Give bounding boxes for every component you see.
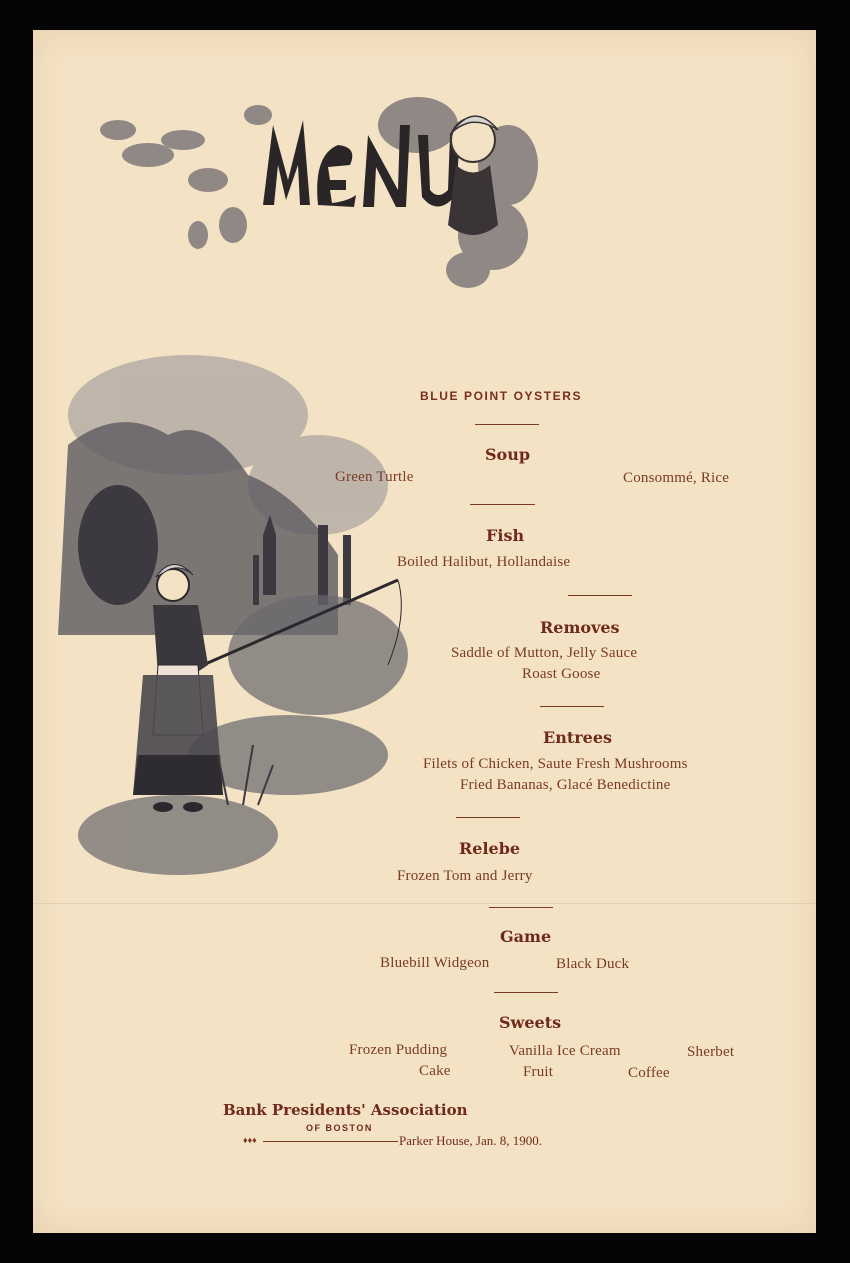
divider: [470, 504, 535, 505]
divider: [489, 907, 553, 908]
soup-item-consomme: Consommé, Rice: [623, 470, 730, 486]
soup-item-green-turtle: Green Turtle: [335, 469, 414, 485]
game-heading: Game: [500, 927, 552, 946]
sweets-item: Sherbet: [687, 1044, 735, 1060]
association-city: OF BOSTON: [306, 1123, 373, 1133]
removes-item-mutton: Saddle of Mutton, Jelly Sauce: [451, 645, 638, 661]
association-name: Bank Presidents' Association: [223, 1101, 468, 1119]
sweets-item: Coffee: [628, 1065, 670, 1081]
fish-heading: Fish: [486, 526, 525, 545]
entrees-heading: Entrees: [543, 728, 613, 747]
divider: [540, 706, 604, 707]
woman-fishing-illustration: [58, 335, 418, 915]
entrees-item-chicken: Filets of Chicken, Saute Fresh Mushrooms: [423, 756, 688, 772]
footer-ornament-dots: ♦♦♦: [243, 1135, 257, 1145]
fold-crease: [33, 903, 816, 905]
game-item-duck: Black Duck: [556, 956, 630, 972]
sweets-item: Frozen Pudding: [349, 1042, 448, 1058]
divider: [568, 595, 632, 596]
sweets-heading: Sweets: [499, 1013, 562, 1032]
sweets-item: Vanilla Ice Cream: [509, 1043, 621, 1059]
relebe-heading: Relebe: [459, 839, 521, 858]
relebe-item: Frozen Tom and Jerry: [397, 868, 533, 884]
event-date-location: Parker House, Jan. 8, 1900.: [399, 1133, 542, 1148]
removes-item-goose: Roast Goose: [522, 666, 601, 682]
footer-rule: [263, 1141, 398, 1142]
entrees-item-bananas: Fried Bananas, Glacé Benedictine: [460, 777, 671, 793]
game-item-widgeon: Bluebill Widgeon: [380, 955, 490, 971]
menu-title-vignette: [88, 85, 538, 305]
soup-heading: Soup: [485, 445, 531, 464]
divider: [494, 992, 558, 993]
sweets-item: Cake: [419, 1063, 451, 1079]
fish-item: Boiled Halibut, Hollandaise: [397, 554, 571, 570]
divider: [475, 424, 539, 425]
menu-card: [33, 30, 816, 1233]
removes-heading: Removes: [540, 618, 620, 637]
sweets-item: Fruit: [523, 1064, 554, 1080]
oysters-course: BLUE POINT OYSTERS: [420, 389, 583, 403]
divider: [456, 817, 520, 818]
